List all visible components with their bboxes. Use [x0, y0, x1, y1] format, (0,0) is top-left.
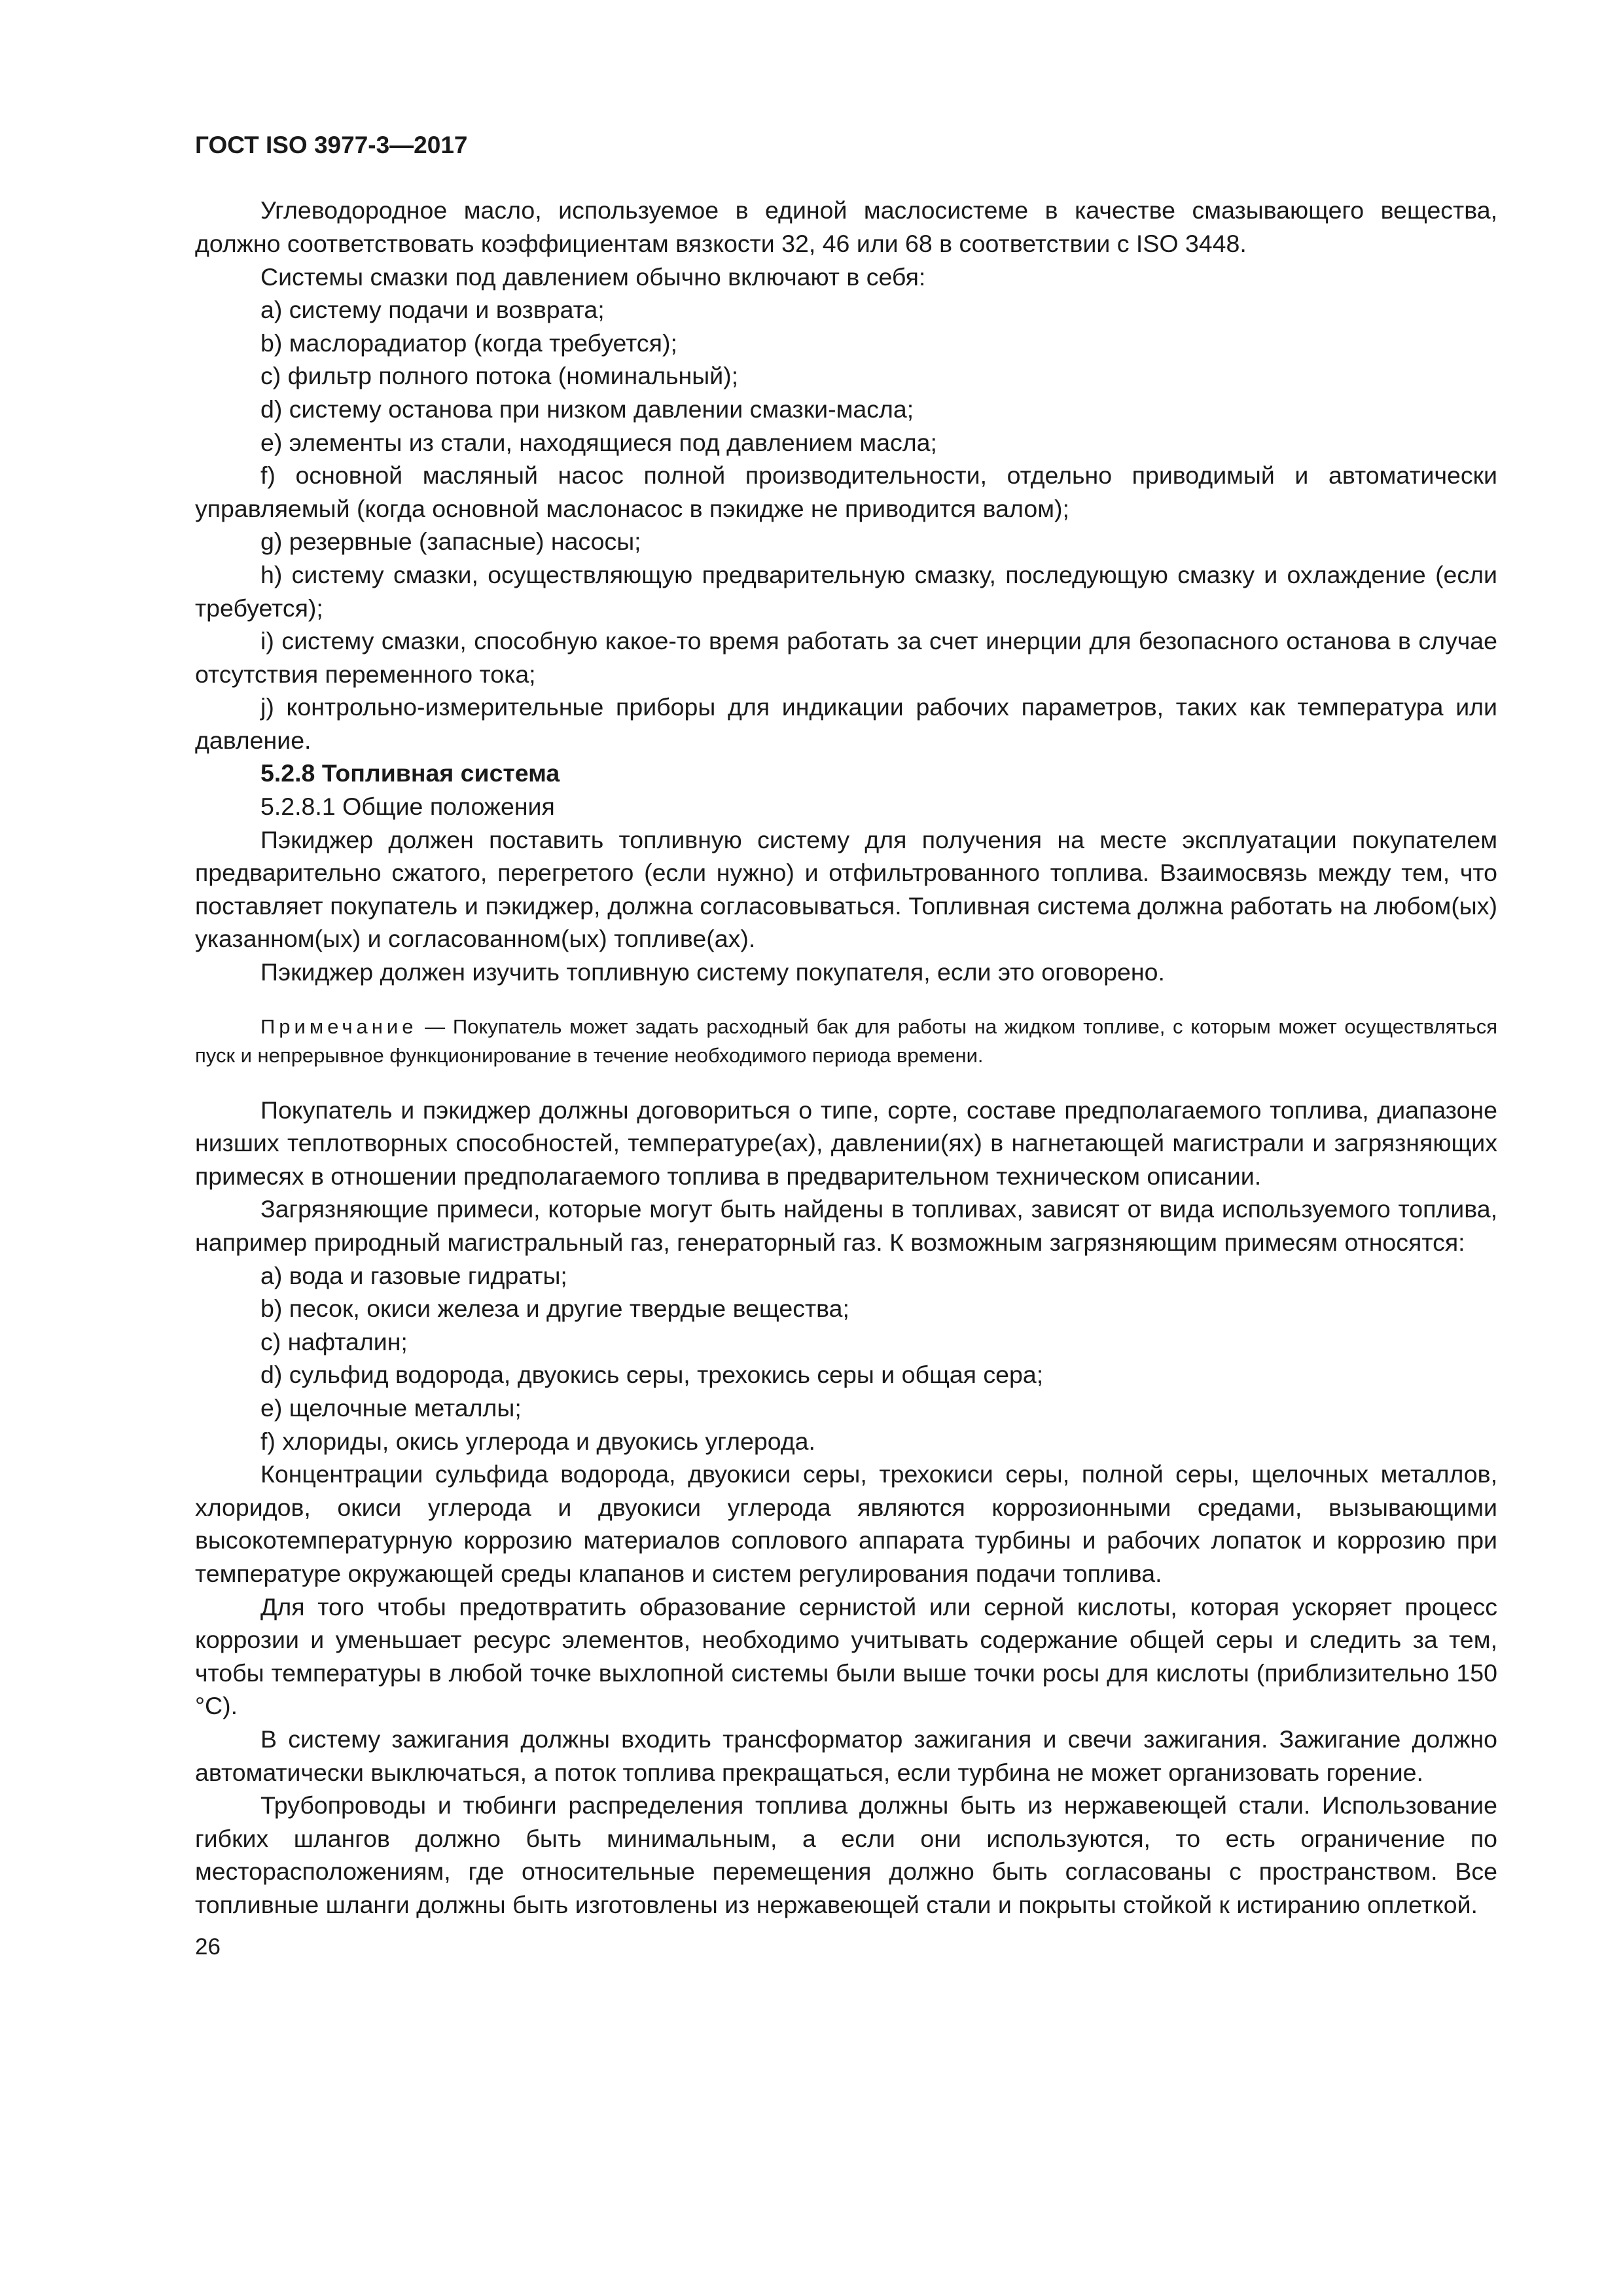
list-item-b: b) маслорадиатор (когда требуется); [260, 329, 677, 357]
note-block [195, 1013, 1497, 1070]
list-item-j: j) контрольно-измерительные приборы для индикации рабочих параметров, таких как температура или давление. [195, 693, 1497, 754]
paragraph-piping: Трубопроводы и тюбинги распределения топлива должны быть из нержавеющей стали. Использование гибких шлангов должно быть минимальным, а если они используются, то есть ограничение по месторасположениям, где относительные перемещения должно быть согласованы с пространством. Все топливные шланги должны быть изготовлены из нержавеющей стали и покрыты стойкой к истиранию оплеткой. [195, 1791, 1497, 1918]
list-item-h: h) систему смазки, осуществляющую предварительную смазку, последующую смазку и охлаждение (если требуется); [195, 560, 1497, 622]
list-item-c: c) фильтр полного потока (номинальный); [260, 362, 739, 390]
paragraph-agreement: Покупатель и пэкиджер должны договориться о типе, сорте, составе предполагаемого топлива, диапазоне низших теплотворных способностей, температуре(ах), давлении(ях) в нагнетающей магистрали и загрязняющих примесях в отношении предполагаемого топлива в предварительном техническом описании. [195, 1096, 1497, 1190]
list-item-f: f) основной масляный насос полной производительности, отдельно приводимый и автоматически управляемый (когда основной маслонасос в пэкидже не приводится валом); [195, 461, 1497, 522]
impurity-item-f: f) хлориды, окись углерода и двуокись углерода. [260, 1427, 815, 1455]
subsection-heading-5-2-8-1: 5.2.8.1 Общие положения [260, 793, 555, 821]
list-item-d: d) систему останова при низком давлении смазки-масла; [260, 395, 914, 423]
document-header: ГОСТ ISO 3977-3—2017 [195, 132, 468, 158]
note-text: — Покупатель может задать расходный бак для работы на жидком топливе, с которым может осуществляться пуск и непрерывное функционирование в течение необходимого периода времени. [195, 1014, 1497, 1067]
paragraph-packager-study: Пэкиджер должен изучить топливную систему покупателя, если это оговорено. [260, 958, 1165, 986]
list-item-a: a) систему подачи и возврата; [260, 296, 605, 324]
impurity-item-a: a) вода и газовые гидраты; [260, 1261, 567, 1289]
page-number: 26 [195, 1934, 221, 1960]
paragraph-lube-intro: Системы смазки под давлением обычно включают в себя: [260, 262, 926, 291]
paragraph-sulfur: Для того чтобы предотвратить образование сернистой или серной кислоты, которая ускоряет процесс коррозии и уменьшает ресурс элементов, необходимо учитывать содержание общей серы и следить за тем, чтобы температуры в любой точке выхлопной системы были выше точки росы для кислоты (приблизительно 150 °С). [195, 1592, 1497, 1720]
note-label: Примечание [260, 1014, 418, 1038]
impurity-item-c: c) нафталин; [260, 1327, 408, 1355]
paragraph-ignition: В систему зажигания должны входить трансформатор зажигания и свечи зажигания. Зажигание должно автоматически выключаться, а поток топлива прекращаться, если турбина не может организовать горение. [195, 1725, 1497, 1786]
impurity-item-b: b) песок, окиси железа и другие твердые вещества; [260, 1295, 849, 1323]
list-item-g: g) резервные (запасные) насосы; [260, 528, 641, 556]
paragraph-impurities: Загрязняющие примеси, которые могут быть найдены в топливах, зависят от вида используемого топлива, например природный магистральный газ, генераторный газ. К возможным загрязняющим примесям относятся: [195, 1195, 1497, 1257]
paragraph-corrosion: Концентрации сульфида водорода, двуокиси серы, трехокиси серы, полной серы, щелочных металлов, хлоридов, окиси углерода и двуокиси углерода являются коррозионными средами, вызывающими высокотемпературную коррозию материалов соплового аппарата турбины и рабочих лопаток и коррозию при температуре окружающей среды клапанов и систем регулирования подачи топлива. [195, 1460, 1497, 1587]
section-heading-5-2-8: 5.2.8 Топливная система [260, 759, 560, 787]
list-item-i: i) систему смазки, способную какое-то время работать за счет инерции для безопасного останова в случае отсутствия переменного тока; [195, 627, 1497, 688]
paragraph-oil: Углеводородное масло, используемое в единой маслосистеме в качестве смазывающего вещества, должно соответствовать коэффициентам вязкости 32, 46 или 68 в соответствии с ISO 3448. [195, 196, 1497, 257]
document-page [195, 131, 1497, 1962]
impurity-item-e: e) щелочные металлы; [260, 1393, 522, 1422]
document-body [195, 194, 1497, 1921]
paragraph-packager-fuel: Пэкиджер должен поставить топливную систему для получения на месте эксплуатации покупателем предварительно сжатого, перегретого (если нужно) и отфильтрованного топлива. Взаимосвязь между тем, что поставляет покупатель и пэкиджер, должна согласовываться. Топливная система должна работать на любом(ых) указанном(ых) и согласованном(ых) топливе(ах). [195, 825, 1497, 953]
impurity-item-d: d) сульфид водорода, двуокись серы, трехокись серы и общая сера; [260, 1361, 1044, 1389]
list-item-e: e) элементы из стали, находящиеся под давлением масла; [260, 428, 937, 456]
